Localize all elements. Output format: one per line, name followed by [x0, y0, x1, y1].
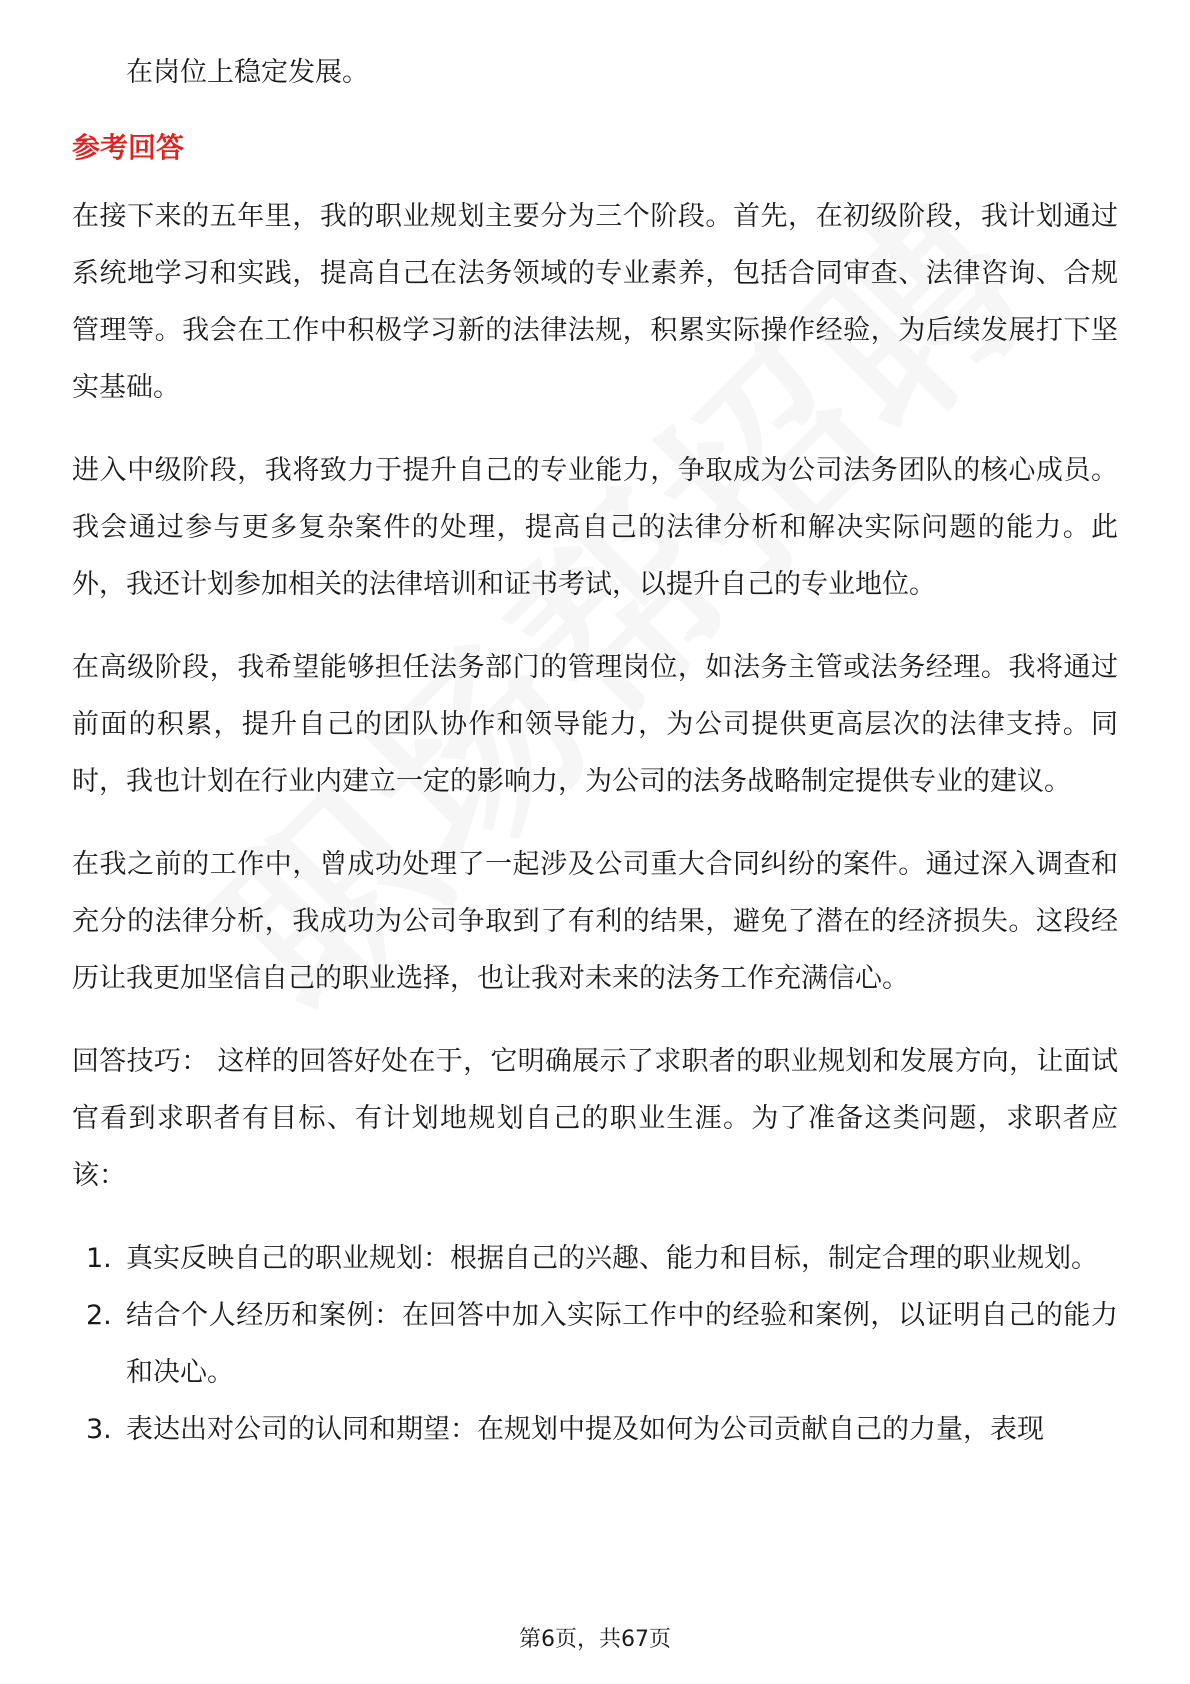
list-text: 表达出对公司的认同和期望：在规划中提及如何为公司贡献自己的力量，表现	[126, 1414, 1044, 1445]
section-title: 参考回答	[72, 131, 185, 164]
tips-paragraph: 回答技巧： 这样的回答好处在于，它明确展示了求职者的职业规划和发展方向，让面试官看到求职者有目标、有计划地规划自己的职业生涯。为了准备这类问题，求职者应该：	[72, 1046, 1118, 1191]
list-number: 1.	[86, 1243, 112, 1274]
page-content	[72, 44, 1118, 1458]
list-text: 结合个人经历和案例：在回答中加入实际工作中的经验和案例，以证明自己的能力和决心。	[126, 1300, 1118, 1388]
answer-paragraph-2: 进入中级阶段，我将致力于提升自己的专业能力，争取成为公司法务团队的核心成员。我会通过参与更多复杂案件的处理，提高自己的法律分析和解决实际问题的能力。此外，我还计划参加相关的法律培训和证书考试，以提升自己的专业地位。	[72, 455, 1118, 600]
list-number: 3.	[86, 1414, 112, 1445]
answer-paragraph-3: 在高级阶段，我希望能够担任法务部门的管理岗位，如法务主管或法务经理。我将通过前面的积累，提升自己的团队协作和领导能力，为公司提供更高层次的法律支持。同时，我也计划在行业内建立一定的影响力，为公司的法务战略制定提供专业的建议。	[72, 652, 1118, 797]
list-number: 2.	[86, 1300, 112, 1331]
list-item	[72, 1287, 1118, 1401]
list-item	[72, 1401, 1118, 1458]
tips-list	[72, 1230, 1118, 1458]
list-text: 真实反映自己的职业规划：根据自己的兴趣、能力和目标，制定合理的职业规划。	[126, 1243, 1098, 1274]
page-number: 第6页，共67页	[519, 1627, 671, 1652]
answer-paragraph-1: 在接下来的五年里，我的职业规划主要分为三个阶段。首先，在初级阶段，我计划通过系统地学习和实践，提高自己在法务领域的专业素养，包括合同审查、法律咨询、合规管理等。我会在工作中积极学习新的法律法规，积累实际操作经验，为后续发展打下坚实基础。	[72, 201, 1118, 403]
list-item	[72, 1230, 1118, 1287]
answer-paragraph-4: 在我之前的工作中，曾成功处理了一起涉及公司重大合同纠纷的案件。通过深入调查和充分的法律分析，我成功为公司争取到了有利的结果，避免了潜在的经济损失。这段经历让我更加坚信自己的职业选择，也让我对未来的法务工作充满信心。	[72, 849, 1118, 994]
continuation-text: 在岗位上稳定发展。	[126, 57, 369, 88]
